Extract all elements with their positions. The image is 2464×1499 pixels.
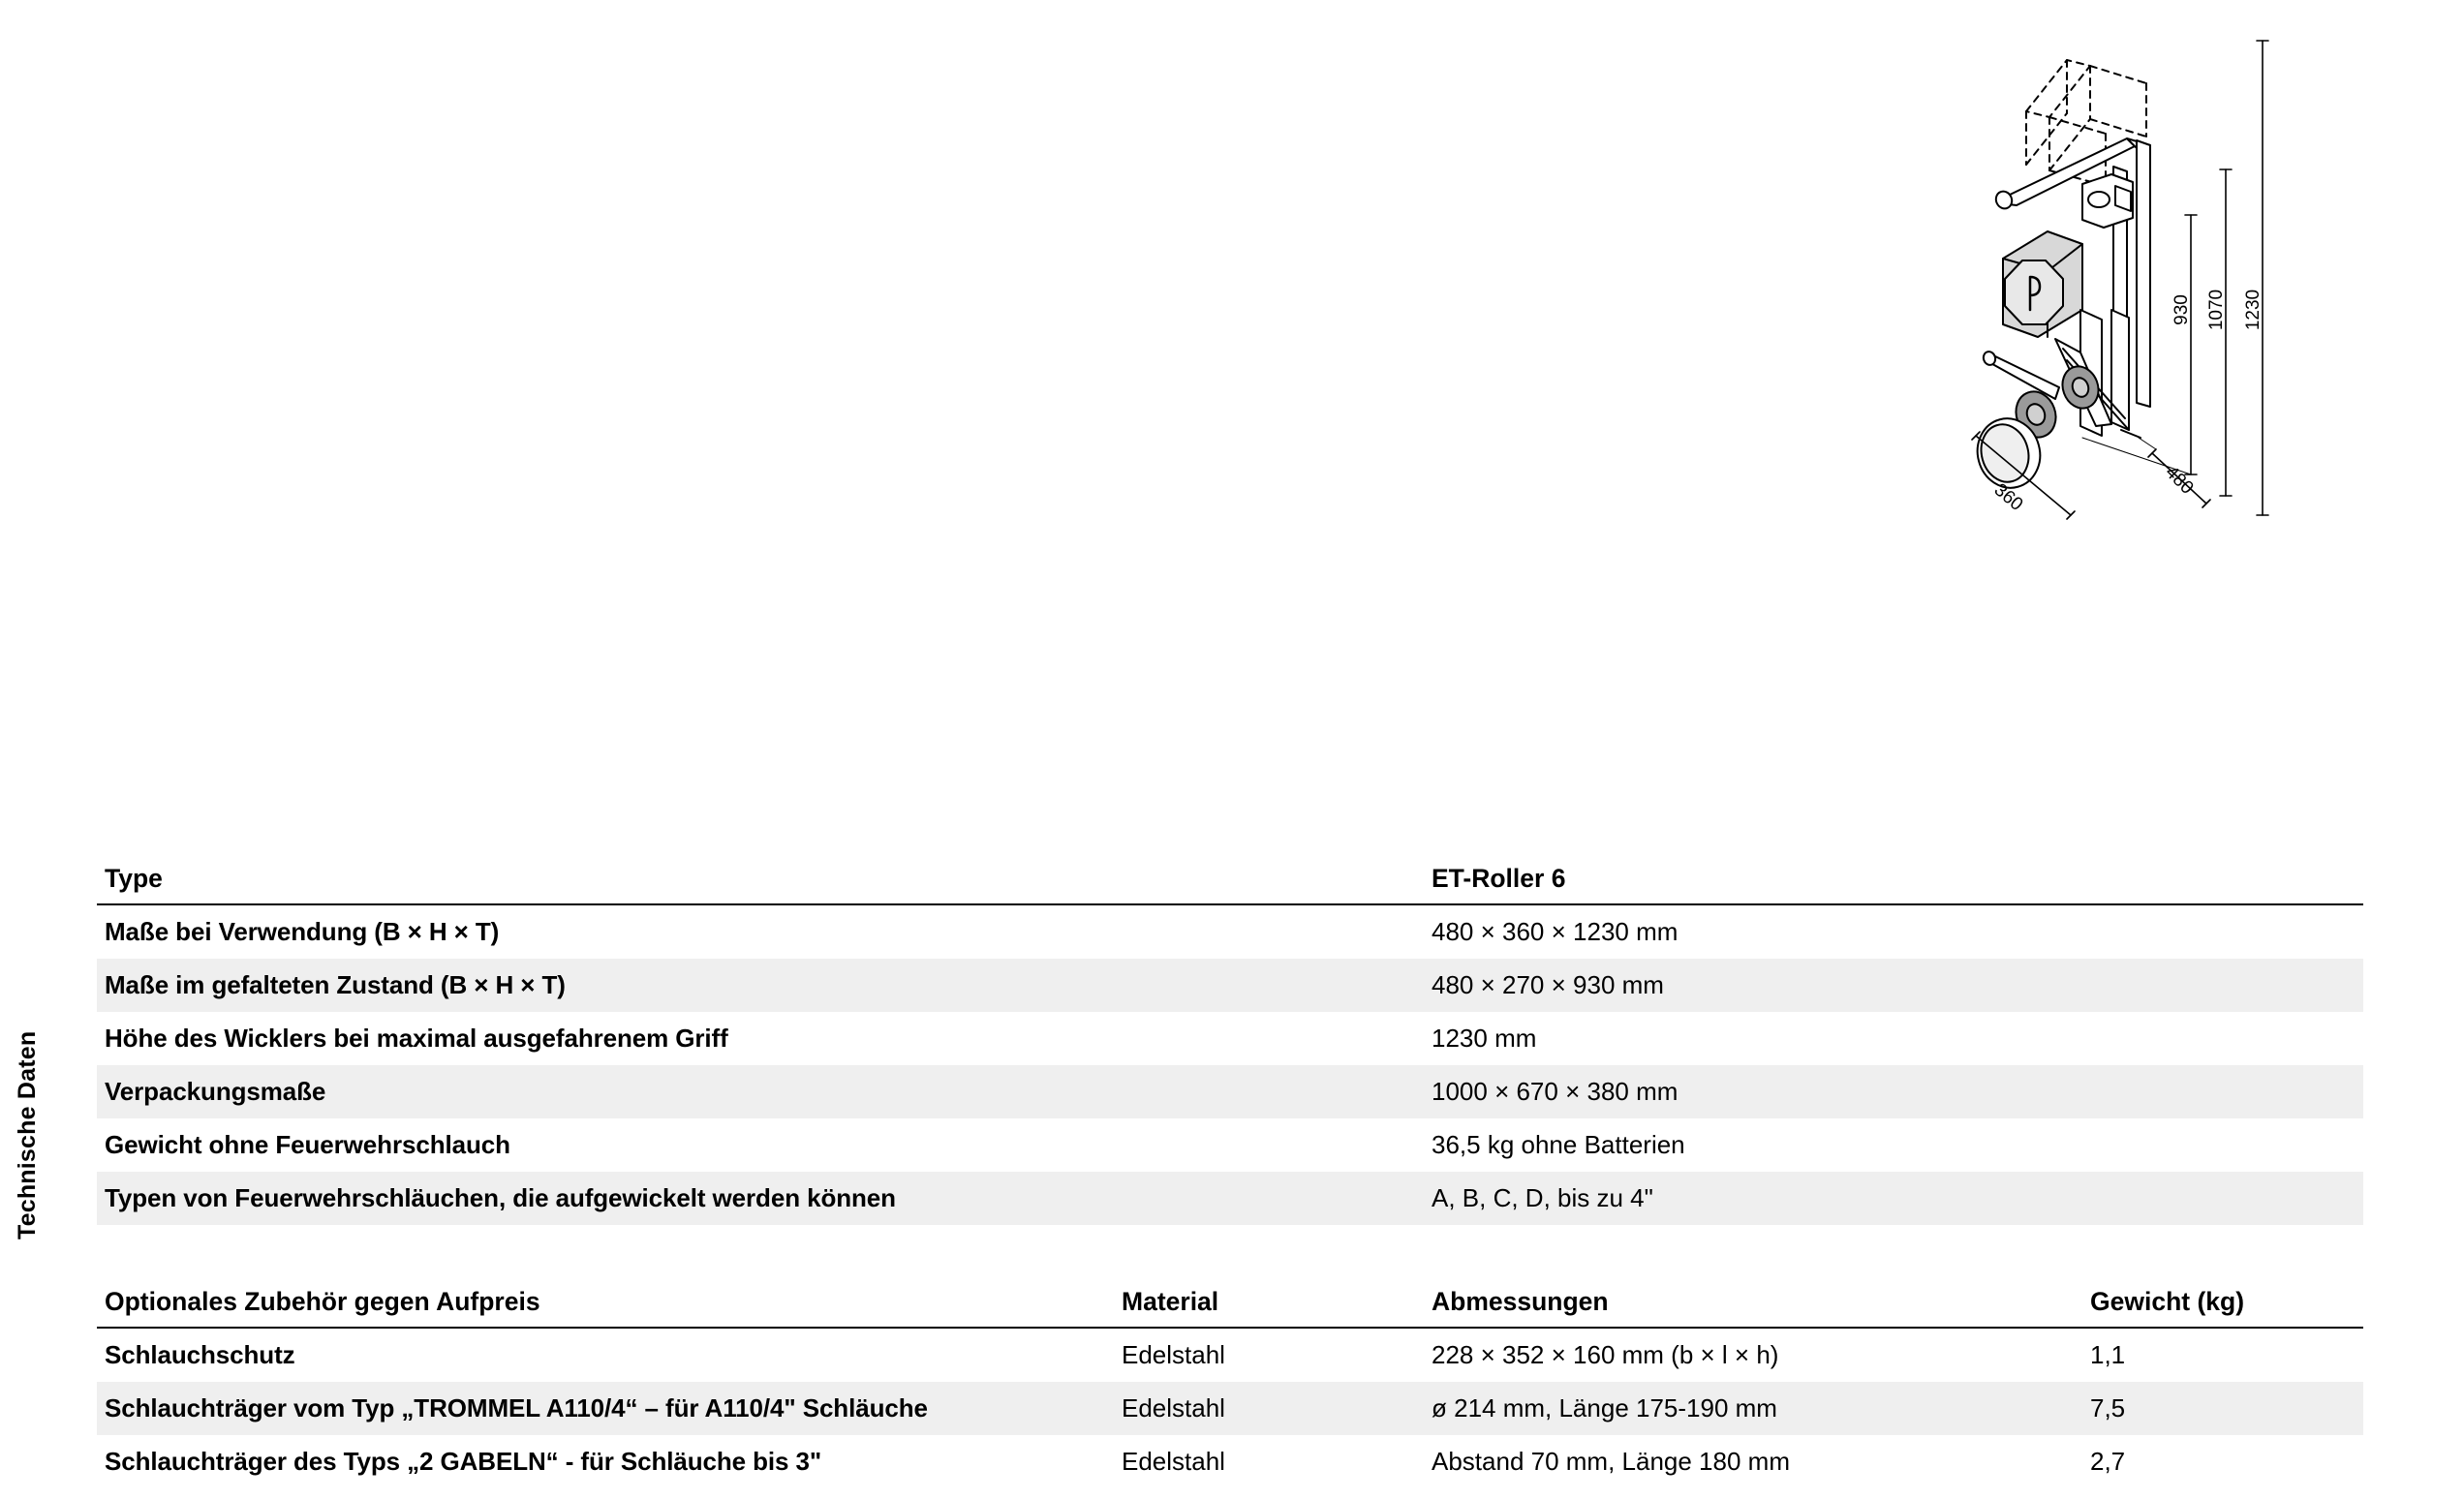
- row-label: Schlauchträger des Typs „2 GABELN“ - für Schläuche bis 3": [105, 1447, 822, 1476]
- table-row: [97, 1328, 2363, 1382]
- row-dimensions: Abstand 70 mm, Länge 180 mm: [1432, 1447, 1790, 1476]
- row-label: Höhe des Wicklers bei maximal ausgefahrenem Griff: [105, 1024, 728, 1053]
- col-header-accessory: Optionales Zubehör gegen Aufpreis: [97, 1275, 1114, 1328]
- row-label: Gewicht ohne Feuerwehrschlauch: [105, 1130, 510, 1159]
- row-label: Typen von Feuerwehrschläuchen, die aufgewickelt werden können: [105, 1183, 896, 1212]
- table-row: [97, 904, 2363, 959]
- table-row: [97, 1435, 2363, 1488]
- dim-label-1070: 1070: [2206, 289, 2227, 331]
- col-header-material: Material: [1114, 1275, 1424, 1328]
- table-spacer: [97, 1225, 2363, 1275]
- row-value: 36,5 kg ohne Batterien: [1432, 1130, 1685, 1159]
- row-label: Maße bei Verwendung (B × H × T): [105, 917, 500, 946]
- accessories-table: [97, 1275, 2363, 1488]
- table-row: [97, 1382, 2363, 1435]
- table-header-row: [97, 852, 2363, 904]
- col-header-weight: Gewicht (kg): [2082, 1275, 2363, 1328]
- section-side-label: Technische Daten: [14, 1030, 41, 1239]
- row-value: A, B, C, D, bis zu 4": [1432, 1183, 1653, 1212]
- row-value: 480 × 360 × 1230 mm: [1432, 917, 1679, 946]
- row-weight: 7,5: [2090, 1393, 2126, 1423]
- dim-label-480: 480: [2161, 462, 2198, 499]
- table-header-row: [97, 1275, 2363, 1328]
- row-value: 1230 mm: [1432, 1024, 1537, 1053]
- table-row: [97, 1065, 2363, 1118]
- row-material: Edelstahl: [1122, 1340, 1225, 1369]
- col-header-type: Type: [97, 852, 1424, 904]
- dim-label-360: 360: [1989, 479, 2027, 516]
- row-value: 1000 × 670 × 380 mm: [1432, 1077, 1679, 1106]
- dim-label-930: 930: [2171, 294, 2192, 325]
- table-row: [97, 1118, 2363, 1172]
- col-header-model: ET-Roller 6: [1424, 852, 2363, 904]
- row-label: Schlauchschutz: [105, 1340, 295, 1369]
- dim-label-1230: 1230: [2243, 289, 2264, 331]
- technical-data-tables: [97, 852, 2363, 1488]
- table-row: [97, 959, 2363, 1012]
- row-material: Edelstahl: [1122, 1447, 1225, 1476]
- main-spec-table: [97, 852, 2363, 1225]
- row-label: Maße im gefalteten Zustand (B × H × T): [105, 970, 566, 999]
- product-technical-drawing: [1966, 19, 2450, 823]
- row-value: 480 × 270 × 930 mm: [1432, 970, 1664, 999]
- row-weight: 2,7: [2090, 1447, 2126, 1476]
- table-row: [97, 1172, 2363, 1225]
- row-label: Schlauchträger vom Typ „TROMMEL A110/4“ – für A110/4" Schläuche: [105, 1393, 928, 1423]
- row-label: Verpackungsmaße: [105, 1077, 326, 1106]
- row-dimensions: 228 × 352 × 160 mm (b × l × h): [1432, 1340, 1779, 1369]
- col-header-dimensions: Abmessungen: [1424, 1275, 2082, 1328]
- row-weight: 1,1: [2090, 1340, 2126, 1369]
- table-row: [97, 1012, 2363, 1065]
- row-dimensions: ø 214 mm, Länge 175-190 mm: [1432, 1393, 1777, 1423]
- row-material: Edelstahl: [1122, 1393, 1225, 1423]
